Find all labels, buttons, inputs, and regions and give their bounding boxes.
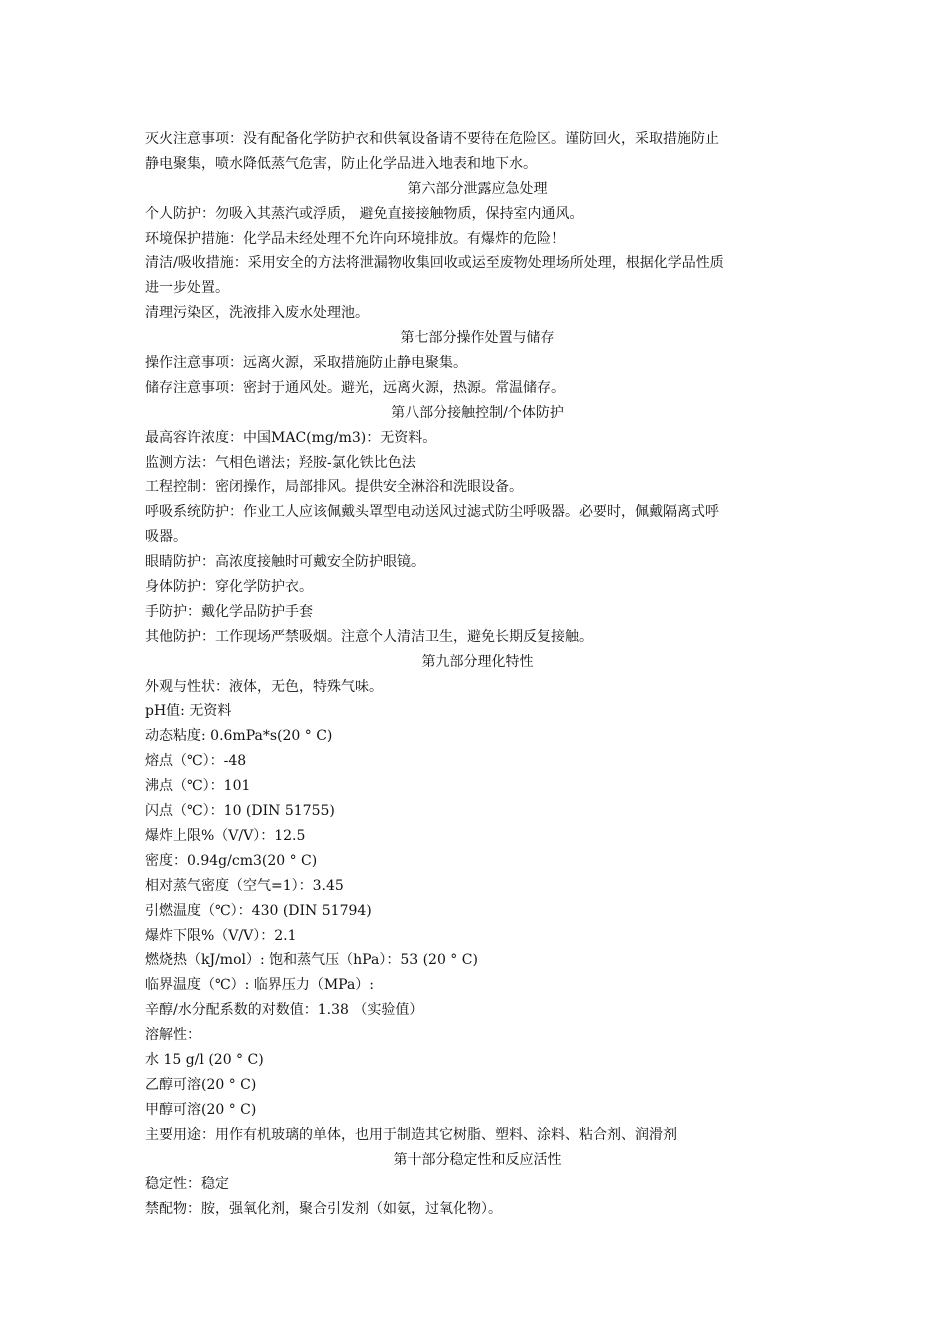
text-line: 吸器。 <box>145 529 187 546</box>
text-line: 外观与性状：液体，无色，特殊气味。 <box>145 678 383 695</box>
text-line: 操作注意事项：远离火源，采取措施防止静电聚集。 <box>145 355 467 372</box>
text-line: 个人防护：勿吸入其蒸汽或浮质， 避免直接接触物质，保持室内通风。 <box>145 205 584 222</box>
text-line: 储存注意事项：密封于通风处。避光，远离火源，热源。常温储存。 <box>145 379 565 396</box>
text-line: 引燃温度（℃）：430 (DIN 51794) <box>145 902 372 919</box>
text-line: 沸点（℃）：101 <box>145 778 251 795</box>
text-line: 清洁/吸收措施：采用安全的方法将泄漏物收集回收或运至废物处理场所处理，根据化学品性质 <box>145 255 724 272</box>
text-line: 主要用途：用作有机玻璃的单体，也用于制造其它树脂、塑料、涂料、粘合剂、润滑剂 <box>145 1126 677 1143</box>
text-line: 辛醇/水分配系数的对数值：1.38 （实验值） <box>145 1002 424 1019</box>
text-line: 呼吸系统防护：作业工人应该佩戴头罩型电动送风过滤式防尘呼吸器。必要时，佩戴隔离式呼 <box>145 504 719 521</box>
section-heading: 第八部分接触控制/个体防护 <box>391 404 564 421</box>
text-line: 工程控制：密闭操作，局部排风。提供安全淋浴和洗眼设备。 <box>145 479 523 496</box>
text-line: 闪点（℃）：10 (DIN 51755) <box>145 803 335 820</box>
text-line: 清理污染区，洗液排入废水处理池。 <box>145 305 369 322</box>
text-line: 溶解性： <box>145 1027 201 1044</box>
text-line: 其他防护：工作现场严禁吸烟。注意个人清洁卫生，避免长期反复接触。 <box>145 628 593 645</box>
section-heading: 第六部分泄露应急处理 <box>407 180 548 197</box>
text-line: 稳定性：稳定 <box>145 1176 229 1193</box>
text-line: 监测方法：气相色谱法；羟胺-氯化铁比色法 <box>145 454 416 471</box>
text-line: 最高容许浓度：中国MAC(mg/m3)：无资料。 <box>145 429 437 446</box>
text-line: pH值: 无资料 <box>145 703 232 720</box>
text-line: 密度：0.94g/cm3(20 ° C) <box>145 852 318 869</box>
text-line: 静电聚集，喷水降低蒸气危害，防止化学品进入地表和地下水。 <box>145 155 537 172</box>
section-heading: 第七部分操作处置与储存 <box>400 330 555 347</box>
section-heading: 第九部分理化特性 <box>421 653 534 670</box>
text-line: 甲醇可溶(20 ° C) <box>145 1101 257 1118</box>
text-line: 爆炸下限%（V/V）：2.1 <box>145 927 297 944</box>
text-line: 环境保护措施：化学品未经处理不允许向环境排放。有爆炸的危险！ <box>145 230 565 247</box>
text-line: 乙醇可溶(20 ° C) <box>145 1076 257 1093</box>
document-page <box>145 127 810 1222</box>
text-line: 灭火注意事项：没有配备化学防护衣和供氧设备请不要待在危险区。谨防回火，采取措施防止 <box>145 131 719 147</box>
text-line: 动态粘度: 0.6mPa*s(20 ° C) <box>145 728 333 745</box>
text-line: 禁配物：胺，强氧化剂，聚合引发剂（如氨，过氧化物）。 <box>145 1201 502 1218</box>
text-line: 爆炸上限%（V/V）：12.5 <box>145 827 306 844</box>
text-line: 临界温度（℃）: 临界压力（MPa）: <box>145 977 375 994</box>
text-line: 手防护：戴化学品防护手套 <box>145 603 313 620</box>
section-heading: 第十部分稳定性和反应活性 <box>393 1151 562 1168</box>
text-line: 燃烧热（kJ/mol）: 饱和蒸气压（hPa）：53 (20 ° C) <box>145 952 478 969</box>
text-line: 进一步处置。 <box>145 280 229 297</box>
text-line: 眼睛防护：高浓度接触时可戴安全防护眼镜。 <box>145 554 425 571</box>
text-line: 相对蒸气密度（空气=1）：3.45 <box>145 877 344 894</box>
text-line: 熔点（℃）：-48 <box>145 753 247 770</box>
text-line: 身体防护：穿化学防护衣。 <box>145 579 313 596</box>
text-line: 水 15 g/l (20 ° C) <box>145 1051 264 1068</box>
